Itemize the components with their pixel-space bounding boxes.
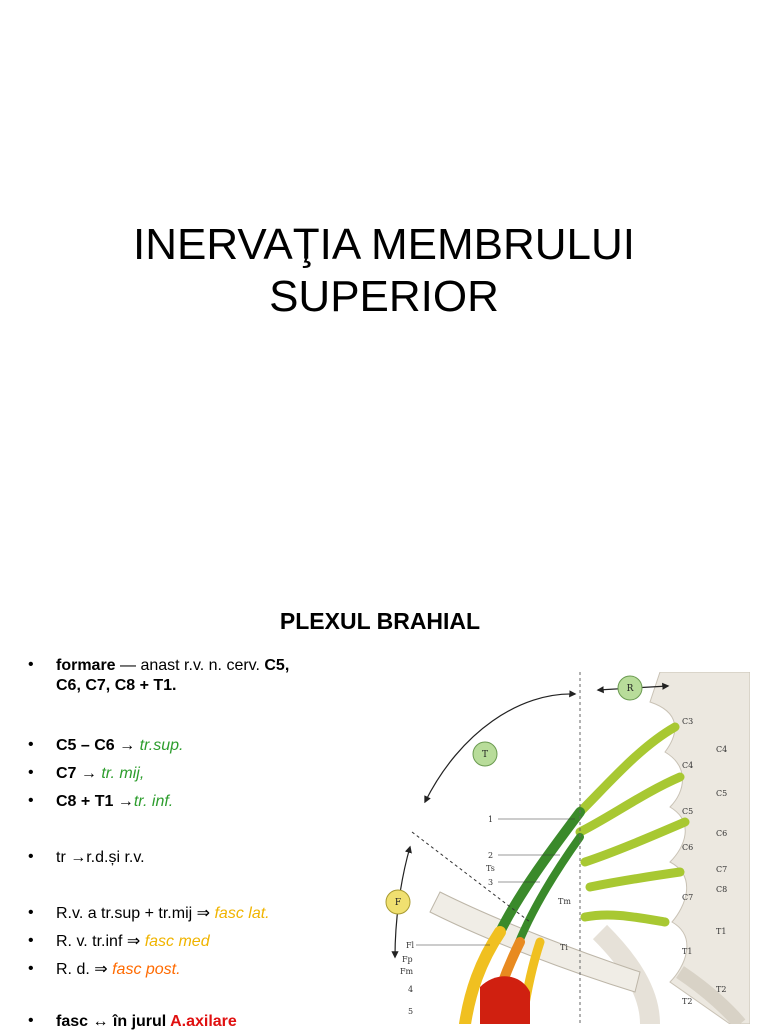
formare-c5: C5, bbox=[264, 657, 290, 674]
svg-text:C4: C4 bbox=[682, 761, 694, 770]
svg-text:C8: C8 bbox=[716, 885, 728, 894]
svg-text:Fm: Fm bbox=[400, 967, 414, 976]
svg-text:C7: C7 bbox=[716, 865, 728, 874]
slide-heading: PLEXUL BRAHIAL bbox=[279, 608, 481, 634]
svg-text:Fl: Fl bbox=[406, 941, 415, 950]
page-title bbox=[0, 219, 768, 323]
svg-text:C6: C6 bbox=[682, 843, 694, 852]
svg-text:C4: C4 bbox=[716, 745, 728, 754]
formare-label: formare bbox=[56, 657, 116, 674]
svg-text:C6: C6 bbox=[716, 829, 728, 838]
svg-text:Ti: Ti bbox=[560, 943, 568, 952]
svg-text:3: 3 bbox=[488, 878, 494, 887]
svg-text:2: 2 bbox=[488, 851, 494, 860]
title-line-1: INERVAŢIA MEMBRULUI bbox=[132, 220, 636, 270]
svg-text:1: 1 bbox=[488, 815, 494, 824]
svg-text:C5: C5 bbox=[682, 807, 694, 816]
brachial-plexus-illustration bbox=[380, 672, 750, 1024]
svg-text:5: 5 bbox=[408, 1007, 414, 1016]
svg-text:C7: C7 bbox=[682, 893, 694, 902]
circle-markers bbox=[386, 676, 642, 914]
title-line-2: SUPERIOR bbox=[269, 272, 499, 322]
circle-label-t: T bbox=[481, 750, 489, 760]
svg-text:T1: T1 bbox=[716, 927, 727, 936]
svg-text:Tm: Tm bbox=[558, 897, 571, 906]
formare-text: — anast r.v. n. cerv. bbox=[115, 657, 265, 674]
svg-text:4: 4 bbox=[408, 985, 414, 994]
content-slide: PLEXUL BRAHIAL • formare — anast r.v. n. cerv. C5, C6, C7, C8 + T1. • C5 – C6 → tr.sup. • C7 → tr. mij, • C8 + T1 →tr. inf. • tr →r.d.și r.v. • R.v. a tr.sup + tr.mij ⇒ fasc lat. • R. v. tr.inf ⇒ fasc med • R. d. ⇒ fasc post. • fasc ↔ în jurul A.axilare R T F C3 C4 C4 C5 C5 C6 C6 C7 C8 C7 T1 T1 T2 T2 1 2 Ts 3 Tm Ti Fl Fp Fm 4 5 bbox=[0, 576, 768, 1024]
svg-text:Fp: Fp bbox=[402, 955, 413, 964]
circle-label-r: R bbox=[626, 684, 634, 694]
svg-text:C5: C5 bbox=[716, 789, 728, 798]
axillary-artery bbox=[480, 976, 530, 1024]
bullet-dot: • bbox=[28, 656, 34, 673]
svg-text:C3: C3 bbox=[682, 717, 694, 726]
nerve-roots bbox=[500, 727, 685, 952]
circle-label-f: F bbox=[394, 898, 402, 908]
svg-text:T1: T1 bbox=[682, 947, 693, 956]
svg-text:T2: T2 bbox=[716, 985, 727, 994]
svg-text:Ts: Ts bbox=[486, 864, 495, 873]
formare-line2: C6, C7, C8 + T1. bbox=[56, 677, 177, 694]
svg-text:T2: T2 bbox=[682, 997, 693, 1006]
